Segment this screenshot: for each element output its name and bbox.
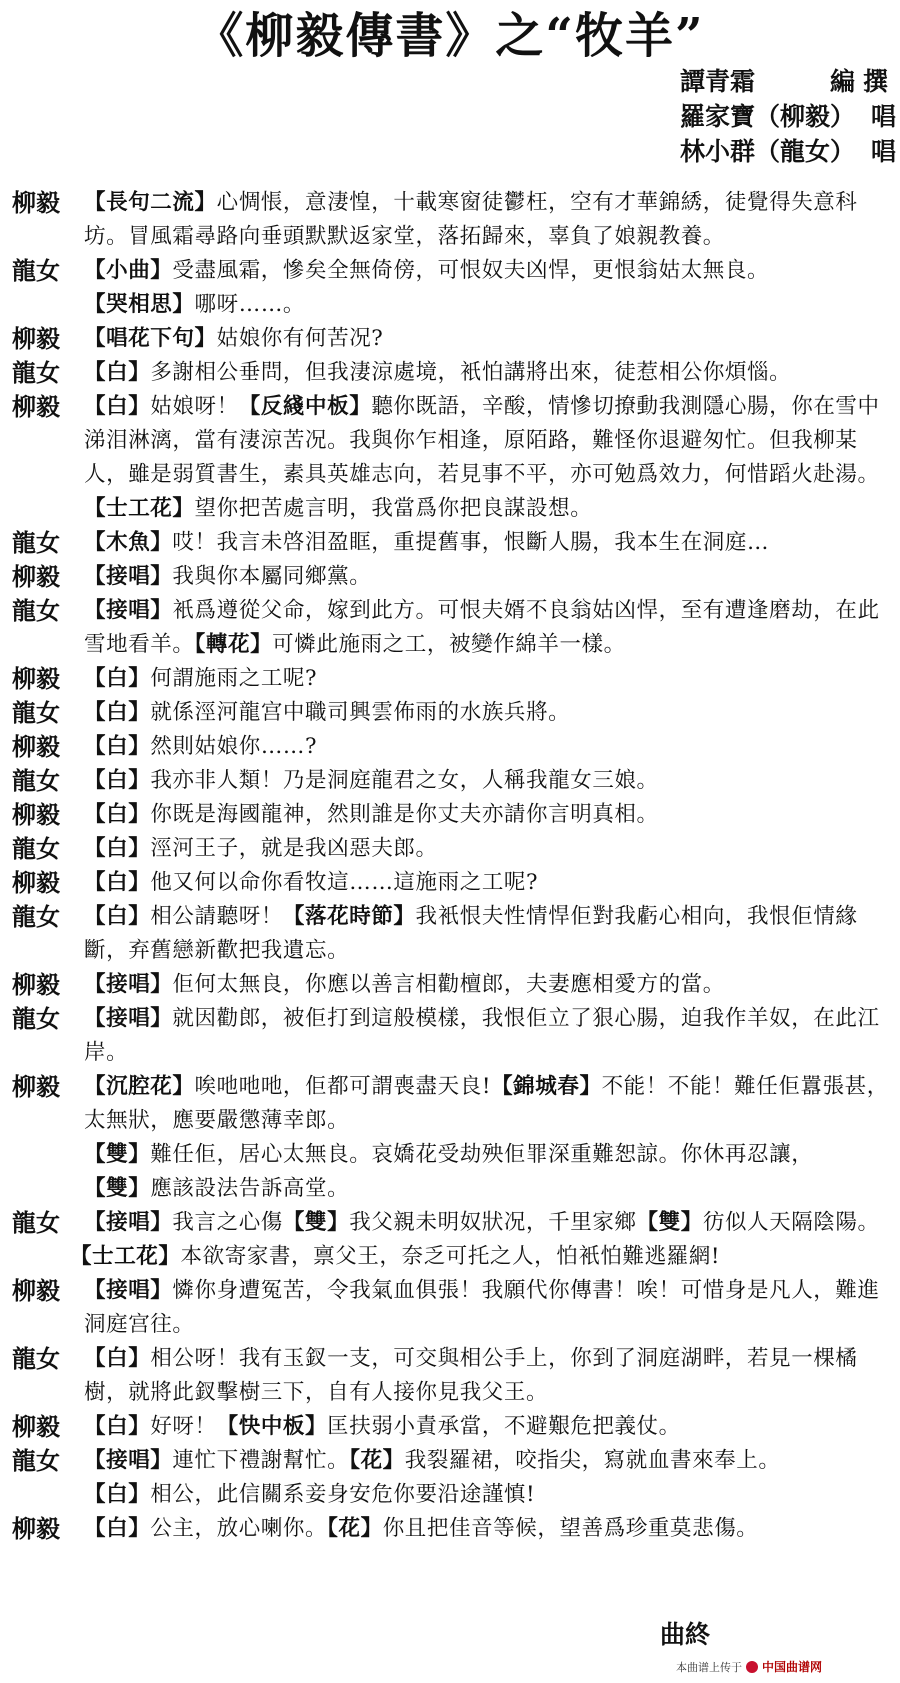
tune-tag: 【白】 bbox=[84, 666, 151, 691]
speaker-name: 柳毅 bbox=[12, 1514, 60, 1543]
lyric-text: 本欲寄家書，禀父王，奈乏可托之人，怕衹怕難逃羅網! bbox=[180, 1244, 721, 1269]
libretto-line bbox=[12, 866, 896, 900]
tune-tag: 【白】 bbox=[84, 1516, 151, 1541]
tune-tag: 【白】 bbox=[84, 836, 151, 861]
lyric-text: 公主，放心喇你。【花】你且把佳音等候，望善爲珍重莫悲傷。 bbox=[150, 1516, 759, 1541]
line-content bbox=[84, 288, 896, 322]
line-content bbox=[84, 900, 896, 968]
libretto-line bbox=[12, 832, 896, 866]
line-content bbox=[84, 390, 896, 526]
speaker-name: 龍女 bbox=[12, 766, 60, 795]
line-content bbox=[84, 526, 896, 560]
speaker-name: 龍女 bbox=[12, 528, 60, 557]
tune-tag: 【花】 bbox=[349, 1448, 405, 1473]
libretto-line bbox=[12, 1240, 896, 1274]
line-content bbox=[84, 254, 896, 288]
tune-tag: 【雙】 bbox=[282, 1210, 350, 1235]
libretto-line bbox=[12, 1206, 896, 1240]
lyric-text: 我與你本屬同鄉黨。 bbox=[172, 564, 372, 589]
tune-tag: 【白】 bbox=[84, 394, 151, 419]
credit-name: 林小群（龍女） bbox=[680, 137, 856, 166]
credit-role: 編撰 bbox=[829, 67, 896, 96]
libretto-line bbox=[12, 1342, 896, 1410]
tune-tag: 【白】 bbox=[84, 904, 151, 929]
line-content bbox=[84, 1342, 896, 1410]
tune-tag: 【接唱】 bbox=[84, 1448, 173, 1473]
tune-tag: 【落花時節】 bbox=[282, 904, 416, 929]
line-content bbox=[84, 322, 896, 356]
speaker-name: 柳毅 bbox=[12, 664, 60, 693]
tune-tag: 【白】 bbox=[84, 360, 151, 385]
tune-tag: 【雙】 bbox=[636, 1210, 703, 1235]
libretto-line bbox=[12, 526, 896, 560]
speaker-name: 龍女 bbox=[12, 596, 60, 625]
lyric-text: 相公呀！我有玉釵一支，可交與相公手上，你到了洞庭湖畔，若見一棵橘樹，就將此釵擊樹三下，自有人接你見我父王。 bbox=[84, 1346, 858, 1405]
credits bbox=[680, 66, 900, 171]
speaker-name: 柳毅 bbox=[12, 188, 60, 217]
line-content bbox=[70, 1240, 896, 1274]
speaker-name: 柳毅 bbox=[12, 392, 60, 421]
tune-tag: 【白】 bbox=[84, 802, 151, 827]
libretto-line bbox=[12, 1002, 896, 1070]
libretto-line bbox=[12, 1512, 896, 1546]
line-content bbox=[84, 1444, 896, 1478]
lyric-text: 連忙下禮謝幫忙。【花】我裂羅裙，咬指尖，寫就血書來奉上。 bbox=[172, 1448, 781, 1473]
line-content bbox=[84, 1002, 896, 1070]
lyric-text: 應該設法告訴高堂。 bbox=[150, 1176, 350, 1201]
speaker-name: 龍女 bbox=[12, 256, 60, 285]
libretto-line bbox=[12, 1070, 896, 1138]
lyric-text: 衹爲遵從父命，嫁到此方。可恨夫婿不良翁姑凶悍，至有遭逢磨劫，在此雪地看羊。【轉花】可憐此施雨之工，被變作綿羊一樣。 bbox=[84, 598, 880, 657]
tune-tag: 【轉花】 bbox=[194, 632, 273, 657]
speaker-name: 龍女 bbox=[12, 698, 60, 727]
line-content bbox=[84, 560, 896, 594]
line-content bbox=[84, 1512, 896, 1546]
lyric-text: 然則姑娘你……? bbox=[150, 734, 318, 759]
speaker-name: 龍女 bbox=[12, 358, 60, 387]
speaker-name: 龍女 bbox=[12, 902, 60, 931]
tune-tag: 【花】 bbox=[327, 1516, 383, 1541]
tune-tag: 【接唱】 bbox=[84, 598, 173, 623]
speaker-name: 柳毅 bbox=[12, 970, 60, 999]
line-content bbox=[84, 730, 896, 764]
tune-tag: 【接唱】 bbox=[84, 1210, 173, 1235]
lyric-text: 相公，此信關系妾身安危你要沿途謹慎! bbox=[150, 1482, 536, 1507]
lyric-text: 多謝相公垂問，但我淒涼處境，衹怕講將出來，徒惹相公你煩惱。 bbox=[150, 360, 792, 385]
speaker-name: 龍女 bbox=[12, 834, 60, 863]
speaker-name: 龍女 bbox=[12, 1446, 60, 1475]
tune-tag: 【白】 bbox=[84, 734, 151, 759]
line-content bbox=[84, 662, 896, 696]
credit-name: 譚青霜 bbox=[680, 67, 756, 96]
libretto-line bbox=[12, 764, 896, 798]
libretto-line bbox=[12, 186, 896, 254]
speaker-name: 柳毅 bbox=[12, 800, 60, 829]
libretto-line bbox=[12, 1138, 896, 1172]
page-title: 《柳毅傳書》之“牧羊” bbox=[195, 8, 705, 64]
credit-role: 唱 bbox=[870, 137, 896, 166]
tune-tag: 【接唱】 bbox=[84, 1006, 173, 1031]
lyric-text: 何謂施雨之工呢? bbox=[150, 666, 318, 691]
lyric-text: 就係涇河龍宫中職司興雲佈雨的水族兵將。 bbox=[150, 700, 571, 725]
lyric-text: 受盡風霜，慘矣全無倚傍，可恨奴夫凶悍，更恨翁姑太無良。 bbox=[172, 258, 770, 283]
libretto-line bbox=[12, 356, 896, 390]
line-content bbox=[84, 866, 896, 900]
libretto-line bbox=[12, 968, 896, 1002]
speaker-name: 龍女 bbox=[12, 1004, 60, 1033]
speaker-name: 柳毅 bbox=[12, 868, 60, 897]
lyric-text: 心惆悵，意淒惶，十載寒窗徒鬱枉，空有才華錦綉，徒覺得失意科坊。冒風霜尋路向垂頭默默返家堂，落拓歸來，辜負了娘親教養。 bbox=[84, 190, 858, 249]
tune-tag: 【士工花】 bbox=[84, 496, 195, 521]
libretto-line bbox=[12, 288, 896, 322]
line-content bbox=[84, 594, 896, 662]
credit-role: 唱 bbox=[870, 102, 896, 131]
speaker-name: 柳毅 bbox=[12, 1276, 60, 1305]
tune-tag: 【接唱】 bbox=[84, 972, 173, 997]
lyric-text: 好呀！【快中板】匡扶弱小責承當，不避艱危把義仗。 bbox=[150, 1414, 681, 1439]
line-content bbox=[84, 1410, 896, 1444]
speaker-name: 龍女 bbox=[12, 1208, 60, 1237]
credit-singer-longnu bbox=[680, 136, 900, 171]
libretto-line bbox=[12, 900, 896, 968]
libretto-line bbox=[12, 1444, 896, 1478]
speaker-name: 柳毅 bbox=[12, 1072, 60, 1101]
lyric-text: 憐你身遭冤苦，令我氣血俱張！我願代你傳書！唉！可惜身是凡人，難進洞庭宫往。 bbox=[84, 1278, 880, 1337]
tune-tag: 【反綫中板】 bbox=[238, 394, 372, 419]
libretto-line bbox=[12, 1410, 896, 1444]
lyric-text: 姑娘呀！【反綫中板】聽你既語，辛酸，情慘切撩動我測隱心腸，你在雪中涕泪淋漓，當有淒涼苦况。我與你乍相逢，原陌路，難怪你退避匆忙。但我柳某人，雖是弱質書生，素具英雄志向，若見事不平，亦可勉爲效力，何惜蹈火赴湯。【士工花】望你把苦處言明，我當爲你把良謀設想。 bbox=[84, 394, 880, 521]
libretto-line bbox=[12, 730, 896, 764]
libretto-line bbox=[12, 594, 896, 662]
lyric-text: 哎！我言未啓泪盈眶，重提舊事，恨斷人腸，我本生在洞庭… bbox=[172, 530, 770, 555]
lyric-text: 唉吔吔吔，佢都可謂喪盡天良!【錦城春】不能！不能！難任佢囂張甚，太無狀，應要嚴懲薄幸郎。 bbox=[84, 1074, 889, 1133]
lyric-text: 相公請聽呀！【落花時節】我衹恨夫性情悍佢對我虧心相向，我恨佢情緣斷，弃舊戀新歡把我遺忘。 bbox=[84, 904, 858, 963]
tune-tag: 【哭相思】 bbox=[84, 292, 195, 317]
speaker-name: 柳毅 bbox=[12, 732, 60, 761]
line-content bbox=[84, 186, 896, 254]
line-content bbox=[84, 1478, 896, 1512]
lyric-text: 你既是海國龍神，然則誰是你丈夫亦請你言明真相。 bbox=[150, 802, 659, 827]
end-marker: 曲終 bbox=[660, 1620, 711, 1649]
tune-tag: 【小曲】 bbox=[84, 258, 173, 283]
libretto-line bbox=[12, 254, 896, 288]
credit-name: 羅家寶（柳毅） bbox=[680, 102, 856, 131]
line-content bbox=[84, 798, 896, 832]
lyric-text: 就因勸郎，被佢打到這般模樣，我恨佢立了狠心腸，迫我作羊奴，在此江岸。 bbox=[84, 1006, 880, 1065]
tune-tag: 【白】 bbox=[84, 870, 151, 895]
libretto-line bbox=[12, 322, 896, 356]
speaker-name: 柳毅 bbox=[12, 1412, 60, 1441]
lyric-text: 我言之心傷【雙】我父親未明奴狀况，千里家鄉【雙】彷似人天隔陰陽。 bbox=[172, 1210, 880, 1235]
tune-tag: 【長句二流】 bbox=[84, 190, 217, 215]
libretto-line bbox=[12, 798, 896, 832]
speaker-name: 龍女 bbox=[12, 1344, 60, 1373]
libretto-line bbox=[12, 1172, 896, 1206]
watermark-text: 本曲谱上传于 bbox=[676, 1660, 742, 1674]
tune-tag: 【木魚】 bbox=[84, 530, 173, 555]
site-logo-icon bbox=[746, 1661, 758, 1673]
tune-tag: 【士工花】 bbox=[70, 1244, 181, 1269]
line-content bbox=[84, 1070, 896, 1138]
tune-tag: 【雙】 bbox=[84, 1176, 151, 1201]
line-content bbox=[84, 832, 896, 866]
tune-tag: 【快中板】 bbox=[216, 1414, 328, 1439]
libretto-line bbox=[12, 696, 896, 730]
line-content bbox=[84, 1206, 896, 1240]
libretto-line bbox=[12, 662, 896, 696]
tune-tag: 【接唱】 bbox=[84, 564, 173, 589]
lyric-text: 他又何以命你看牧這……這施雨之工呢? bbox=[150, 870, 539, 895]
line-content bbox=[84, 968, 896, 1002]
lyric-text: 哪呀……。 bbox=[194, 292, 306, 317]
speaker-name: 柳毅 bbox=[12, 324, 60, 353]
libretto-line bbox=[12, 390, 896, 526]
lyric-text: 涇河王子，就是我凶惡夫郎。 bbox=[150, 836, 438, 861]
libretto-line bbox=[12, 560, 896, 594]
tune-tag: 【白】 bbox=[84, 700, 151, 725]
libretto-line bbox=[12, 1274, 896, 1342]
watermark-logo: 中国曲谱网 bbox=[762, 1660, 823, 1674]
tune-tag: 【錦城春】 bbox=[491, 1074, 602, 1099]
tune-tag: 【白】 bbox=[84, 1482, 151, 1507]
speaker-name: 柳毅 bbox=[12, 562, 60, 591]
libretto bbox=[12, 186, 896, 1546]
line-content bbox=[84, 1274, 896, 1342]
tune-tag: 【雙】 bbox=[84, 1142, 151, 1167]
line-content bbox=[84, 1172, 896, 1206]
lyric-text: 我亦非人類！乃是洞庭龍君之女，人稱我龍女三娘。 bbox=[150, 768, 659, 793]
tune-tag: 【接唱】 bbox=[84, 1278, 173, 1303]
line-content bbox=[84, 696, 896, 730]
lyric-text: 佢何太無良，你應以善言相勸檀郎，夫妻應相愛方的當。 bbox=[172, 972, 725, 997]
line-content bbox=[84, 1138, 896, 1172]
tune-tag: 【白】 bbox=[84, 768, 151, 793]
line-content bbox=[84, 356, 896, 390]
tune-tag: 【白】 bbox=[84, 1346, 151, 1371]
tune-tag: 【白】 bbox=[84, 1414, 151, 1439]
lyric-text: 姑娘你有何苦况? bbox=[216, 326, 384, 351]
libretto-line bbox=[12, 1478, 896, 1512]
site-watermark bbox=[676, 1658, 900, 1675]
lyric-text: 難任佢，居心太無良。哀嬌花受劫殃佢罪深重難恕諒。你休再忍讓， bbox=[150, 1142, 814, 1167]
credit-writer bbox=[680, 66, 900, 101]
tune-tag: 【唱花下句】 bbox=[84, 326, 217, 351]
tune-tag: 【沉腔花】 bbox=[84, 1074, 195, 1099]
credit-singer-liuyi bbox=[680, 101, 900, 136]
line-content bbox=[84, 764, 896, 798]
